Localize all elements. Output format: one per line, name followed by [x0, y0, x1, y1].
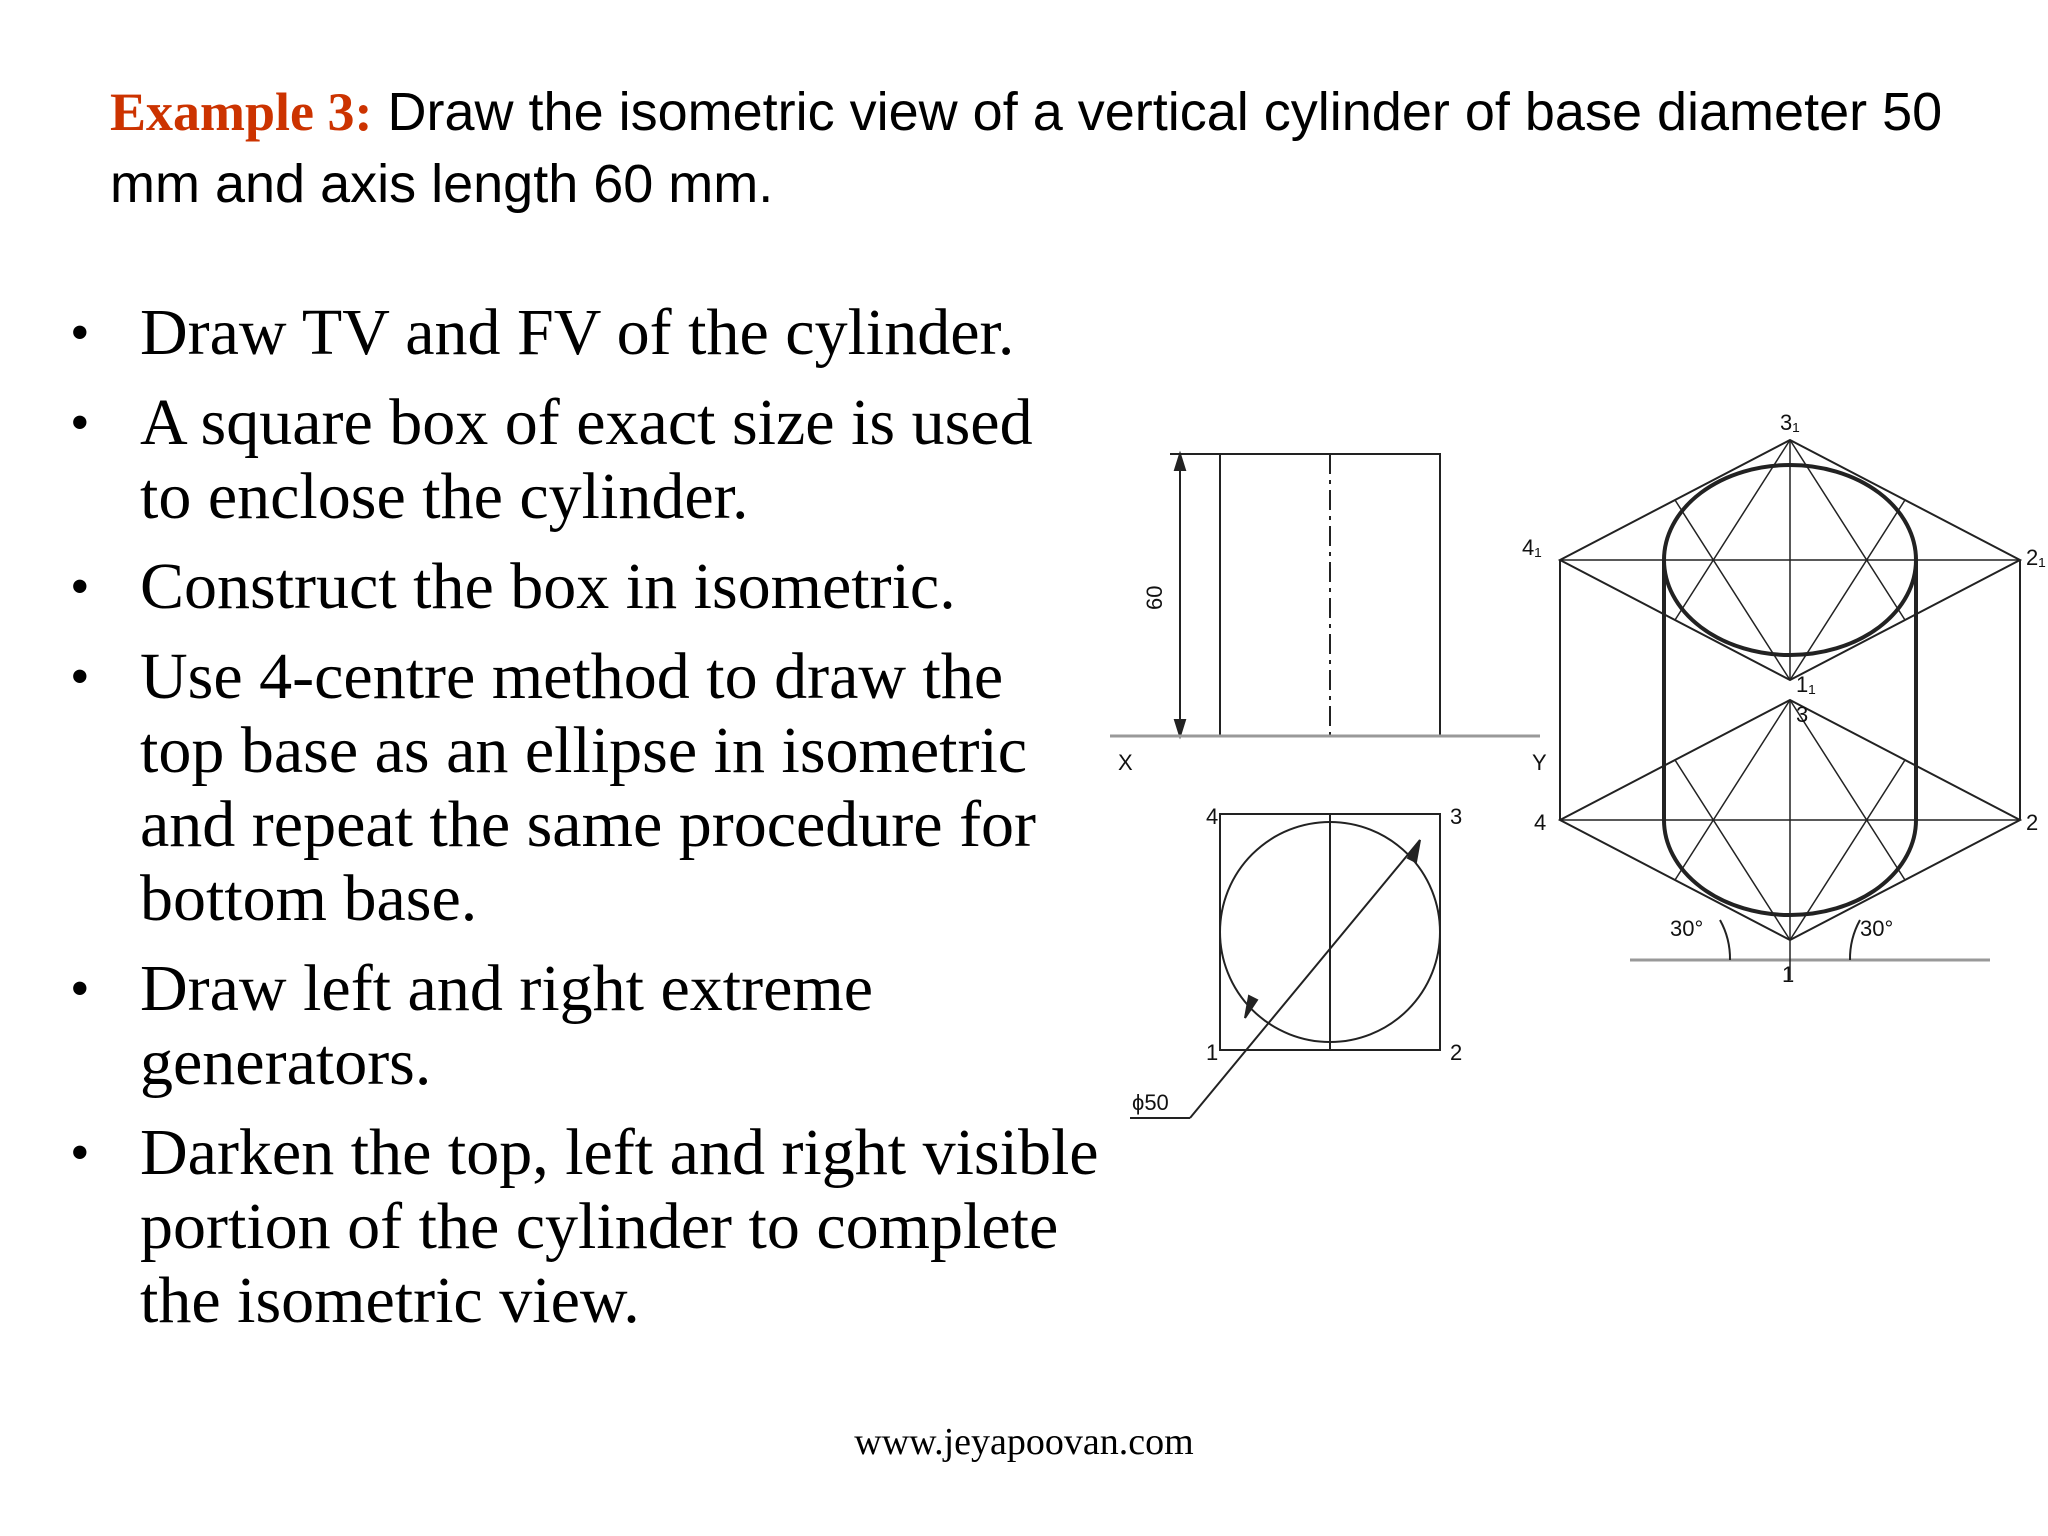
height-dimension: 60	[1142, 585, 1167, 610]
label-y: Y	[1532, 750, 1547, 775]
bullet-item	[60, 640, 1100, 936]
iso-point-1-1: 1₁	[1796, 672, 1816, 697]
slide-title	[110, 76, 2010, 220]
example-label: Example 3:	[110, 82, 373, 142]
label-x: X	[1118, 750, 1133, 775]
bullet-item	[60, 296, 1100, 370]
bullet-text: A square box of exact size is used to enclose the cylinder.	[140, 386, 1033, 533]
isometric-view	[1560, 440, 2020, 980]
front-view	[1170, 454, 1440, 736]
footer-url: www.jeyapoovan.com	[854, 1421, 1194, 1463]
tv-point-2: 2	[1450, 1040, 1463, 1065]
title-text: Draw the isometric view of a vertical cylinder of base diameter 50 mm and axis length 60 mm.	[110, 82, 1943, 214]
bullet-text: Draw left and right extreme generators.	[140, 952, 874, 1099]
bullet-item	[60, 386, 1100, 534]
bullet-dot: •	[70, 958, 90, 1020]
bullet-dot: •	[70, 302, 90, 364]
cylinder-drawing	[1090, 400, 2046, 1160]
tv-point-3: 3	[1450, 804, 1463, 829]
iso-point-4: 4	[1534, 810, 1547, 835]
bullet-item	[60, 952, 1100, 1100]
bullet-item	[60, 1116, 1100, 1338]
bullet-text: Construct the box in isometric.	[140, 550, 956, 623]
bullet-text: Darken the top, left and right visible portion of the cylinder to complete the isometric view.	[140, 1116, 1099, 1337]
bullet-text: Draw TV and FV of the cylinder.	[140, 296, 1015, 369]
angle-right-label: 30°	[1860, 916, 1894, 941]
bullet-dot: •	[70, 556, 90, 618]
iso-point-3-1: 3₁	[1780, 410, 1800, 435]
angle-left-label: 30°	[1670, 916, 1704, 941]
iso-point-1: 1	[1782, 962, 1795, 987]
bullet-dot: •	[70, 392, 90, 454]
instruction-list	[60, 296, 1100, 1354]
top-view	[1130, 814, 1440, 1118]
bullet-dot: •	[70, 1122, 90, 1184]
bullet-dot: •	[70, 646, 90, 708]
iso-point-2: 2	[2026, 810, 2039, 835]
bullet-item	[60, 550, 1100, 624]
tv-point-1: 1	[1206, 1040, 1219, 1065]
iso-point-2-1: 2₁	[2026, 545, 2046, 570]
iso-point-3: 3	[1796, 702, 1809, 727]
diameter-label: ϕ50	[1132, 1090, 1169, 1115]
bullet-text: Use 4-centre method to draw the top base as an ellipse in isometric and repeat the same procedure for bottom base.	[140, 640, 1037, 935]
tv-point-4: 4	[1206, 804, 1219, 829]
iso-point-4-1: 4₁	[1522, 535, 1542, 560]
